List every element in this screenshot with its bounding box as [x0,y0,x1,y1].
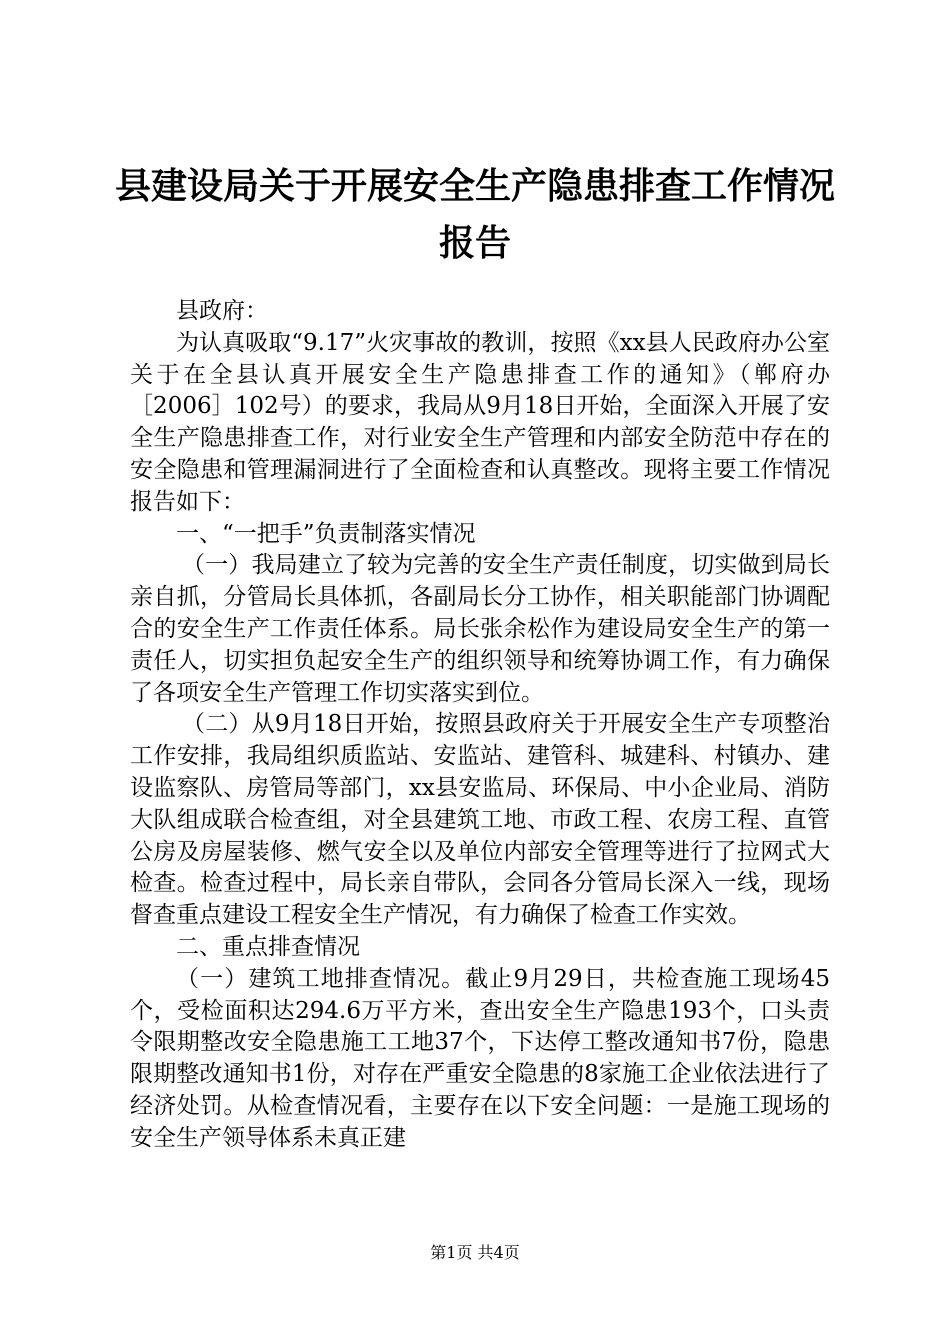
page-footer: 第1页 共4页 [430,1243,520,1262]
document-title-line-2: 报告 [438,222,511,264]
paragraph-1-1: （一）我局建立了较为完善的安全生产责任制度，切实做到局长亲自抓，分管局长具体抓，各副局长分工协作，相关职能部门协调配合的安全生产工作责任体系。局长张余松作为建设局安全生产的第一责任人，切实担负起安全生产的组织领导和统筹协调工作，有力确保了各项安全生产管理工作切实落实到位。 [130,552,830,706]
document-title-line-1: 县建设局关于开展安全生产隐患排查工作情况 [114,165,835,207]
paragraph-2-1: （一）建筑工地排查情况。截止9月29日，共检查施工现场45个，受检面积达294.6万平方米，查出安全生产隐患193个，口头责令限期整改安全隐患施工工地37个，下达停工整改通知书7份，隐患限期整改通知书1份，对存在严重安全隐患的8家施工企业依法进行了经济处罚。从检查情况看，主要存在以下安全问题：一是施工现场的安全生产领导体系未真正建 [130,965,830,1151]
paragraph-intro: 为认真吸取“9.17”火灾事故的教训，按照《xx县人民政府办公室关于在全县认真开展安全生产隐患排查工作的通知》（郸府办［2006］102号）的要求，我局从9月18日开始，全面深入开展了安全生产隐患排查工作，对行业安全生产管理和内部安全防范中存在的安全隐患和管理漏洞进行了全面检查和认真整改。现将主要工作情况报告如下： [130,329,830,515]
section-heading-1: 一、“一把手”负责制落实情况 [176,520,476,547]
section-heading-2: 二、重点排查情况 [176,933,360,960]
document-body [130,296,830,1155]
salutation: 县政府： [176,298,268,324]
paragraph-1-2: （二）从9月18日开始，按照县政府关于开展安全生产专项整治工作安排，我局组织质监站、安监站、建管科、城建科、村镇办、建设监察队、房管局等部门，xx县安监局、环保局、中小企业局、消防大队组成联合检查组，对全县建筑工地、市政工程、农房工程、直管公房及房屋装修、燃气安全以及单位内部安全管理等进行了拉网式大检查。检查过程中，局长亲自带队，会同各分管局长深入一线，现场督查重点建设工程安全生产情况，有力确保了检查工作实效。 [130,711,830,929]
